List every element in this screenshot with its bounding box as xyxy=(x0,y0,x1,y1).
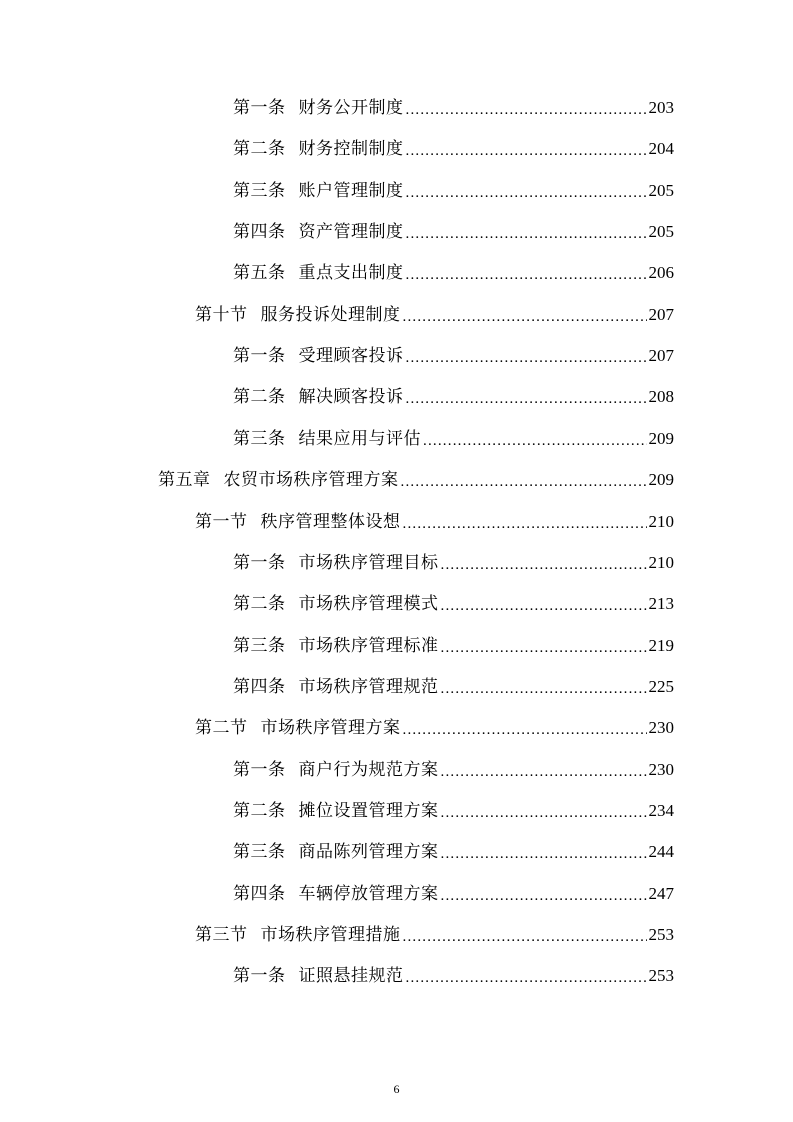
toc-entry xyxy=(233,840,674,864)
toc-entry-label: 第十节 xyxy=(195,305,248,325)
toc-entry-page: 213 xyxy=(648,594,674,613)
toc-entry-title: 结果应用与评估 xyxy=(298,429,421,449)
toc-entry xyxy=(233,675,674,699)
toc-entry xyxy=(195,510,674,534)
toc-entry-page: 225 xyxy=(648,677,674,696)
toc-entry-title: 秩序管理整体设想 xyxy=(260,512,401,532)
toc-entry xyxy=(195,303,674,327)
toc-dot-leader xyxy=(403,927,647,947)
toc-entry-label: 第一节 xyxy=(195,512,248,532)
toc-dot-leader xyxy=(406,389,647,409)
toc-entry xyxy=(233,799,674,823)
toc-entry-label: 第五章 xyxy=(158,470,211,490)
toc-dot-leader xyxy=(441,803,647,823)
toc-dot-leader xyxy=(403,307,647,327)
toc-entry-title: 服务投诉处理制度 xyxy=(260,305,401,325)
toc-entry xyxy=(233,179,674,203)
toc-entry-label: 第二条 xyxy=(233,801,286,821)
toc-entry-page: 210 xyxy=(648,512,674,531)
toc-dot-leader xyxy=(406,224,647,244)
toc-dot-leader xyxy=(406,265,647,285)
toc-entry xyxy=(233,220,674,244)
toc-entry xyxy=(158,468,674,492)
toc-entry xyxy=(233,634,674,658)
toc-entry-title: 重点支出制度 xyxy=(298,263,404,283)
toc-entry-label: 第三条 xyxy=(233,842,286,862)
toc-dot-leader xyxy=(441,638,647,658)
toc-entry xyxy=(233,882,674,906)
toc-entry-page: 205 xyxy=(648,222,674,241)
toc-dot-leader xyxy=(406,968,647,988)
toc-entry-label: 第一条 xyxy=(233,346,286,366)
toc-entry-title: 市场秩序管理标准 xyxy=(298,636,439,656)
toc-entry xyxy=(195,923,674,947)
toc-dot-leader xyxy=(441,762,647,782)
toc-dot-leader xyxy=(441,844,647,864)
toc-entry-title: 受理顾客投诉 xyxy=(298,346,404,366)
toc-entry-label: 第四条 xyxy=(233,222,286,242)
toc-entry-title: 财务控制制度 xyxy=(298,139,404,159)
toc-entry xyxy=(233,385,674,409)
toc-entry xyxy=(233,758,674,782)
toc-entry-label: 第二条 xyxy=(233,139,286,159)
toc-entry-label: 第三条 xyxy=(233,181,286,201)
toc-entry-label: 第五条 xyxy=(233,263,286,283)
toc-entry-title: 市场秩序管理规范 xyxy=(298,677,439,697)
toc-entry-title: 财务公开制度 xyxy=(298,98,404,118)
toc-entry-page: 230 xyxy=(648,760,674,779)
toc-entry-page: 244 xyxy=(648,842,674,861)
toc-entry-title: 摊位设置管理方案 xyxy=(298,801,439,821)
toc-entry-title: 市场秩序管理措施 xyxy=(260,925,401,945)
toc-entry-title: 商户行为规范方案 xyxy=(298,760,439,780)
toc-entry-title: 资产管理制度 xyxy=(298,222,404,242)
toc-entry-label: 第二条 xyxy=(233,387,286,407)
toc-entry xyxy=(233,96,674,120)
toc-entry-label: 第一条 xyxy=(233,760,286,780)
toc-entry-page: 209 xyxy=(648,470,674,489)
toc-entry xyxy=(233,261,674,285)
toc-entry-label: 第四条 xyxy=(233,884,286,904)
toc-dot-leader xyxy=(403,514,647,534)
toc-entry-title: 市场秩序管理模式 xyxy=(298,594,439,614)
toc-dot-leader xyxy=(406,183,647,203)
page-number: 6 xyxy=(393,1082,400,1096)
toc-entry-page: 208 xyxy=(648,387,674,406)
toc-entry-page: 209 xyxy=(648,429,674,448)
toc-entry-page: 230 xyxy=(648,718,674,737)
toc-dot-leader xyxy=(406,100,647,120)
toc-entry-page: 203 xyxy=(648,98,674,117)
toc-entry-label: 第一条 xyxy=(233,966,286,986)
toc-dot-leader xyxy=(403,720,647,740)
toc-entry xyxy=(233,344,674,368)
toc-entry-page: 253 xyxy=(648,966,674,985)
toc-entry-label: 第一条 xyxy=(233,553,286,573)
toc-dot-leader xyxy=(441,555,647,575)
toc-entry-label: 第三条 xyxy=(233,429,286,449)
toc-dot-leader xyxy=(441,596,647,616)
toc-entry-page: 207 xyxy=(648,346,674,365)
toc-entry-page: 247 xyxy=(648,884,674,903)
toc-entry-page: 206 xyxy=(648,263,674,282)
toc-entry-title: 证照悬挂规范 xyxy=(298,966,404,986)
toc-entry-page: 210 xyxy=(648,553,674,572)
toc-dot-leader xyxy=(423,431,647,451)
toc-entry-title: 商品陈列管理方案 xyxy=(298,842,439,862)
toc-entry xyxy=(233,551,674,575)
toc-entry xyxy=(195,716,674,740)
toc-dot-leader xyxy=(406,141,647,161)
toc-entry-title: 农贸市场秩序管理方案 xyxy=(223,470,399,490)
toc-entry xyxy=(233,427,674,451)
toc-entry xyxy=(233,592,674,616)
toc-dot-leader xyxy=(441,886,647,906)
toc-entry-title: 车辆停放管理方案 xyxy=(298,884,439,904)
toc-entry-title: 解决顾客投诉 xyxy=(298,387,404,407)
toc-entry-page: 253 xyxy=(648,925,674,944)
toc-entry-label: 第二条 xyxy=(233,594,286,614)
toc-entry-label: 第一条 xyxy=(233,98,286,118)
toc-entry-page: 234 xyxy=(648,801,674,820)
toc-dot-leader xyxy=(406,348,647,368)
toc-dot-leader xyxy=(441,679,647,699)
toc-entry-label: 第三条 xyxy=(233,636,286,656)
toc-entry-label: 第三节 xyxy=(195,925,248,945)
toc-entry-title: 市场秩序管理方案 xyxy=(260,718,401,738)
toc-entry-page: 204 xyxy=(648,139,674,158)
toc-entry-title: 账户管理制度 xyxy=(298,181,404,201)
toc-entry-page: 207 xyxy=(648,305,674,324)
toc-entry-label: 第二节 xyxy=(195,718,248,738)
toc-entry-label: 第四条 xyxy=(233,677,286,697)
toc-entry xyxy=(233,964,674,988)
toc-entry-title: 市场秩序管理目标 xyxy=(298,553,439,573)
toc-dot-leader xyxy=(401,472,647,492)
toc-entry-page: 205 xyxy=(648,181,674,200)
toc-entry xyxy=(233,137,674,161)
toc-entry-page: 219 xyxy=(648,636,674,655)
